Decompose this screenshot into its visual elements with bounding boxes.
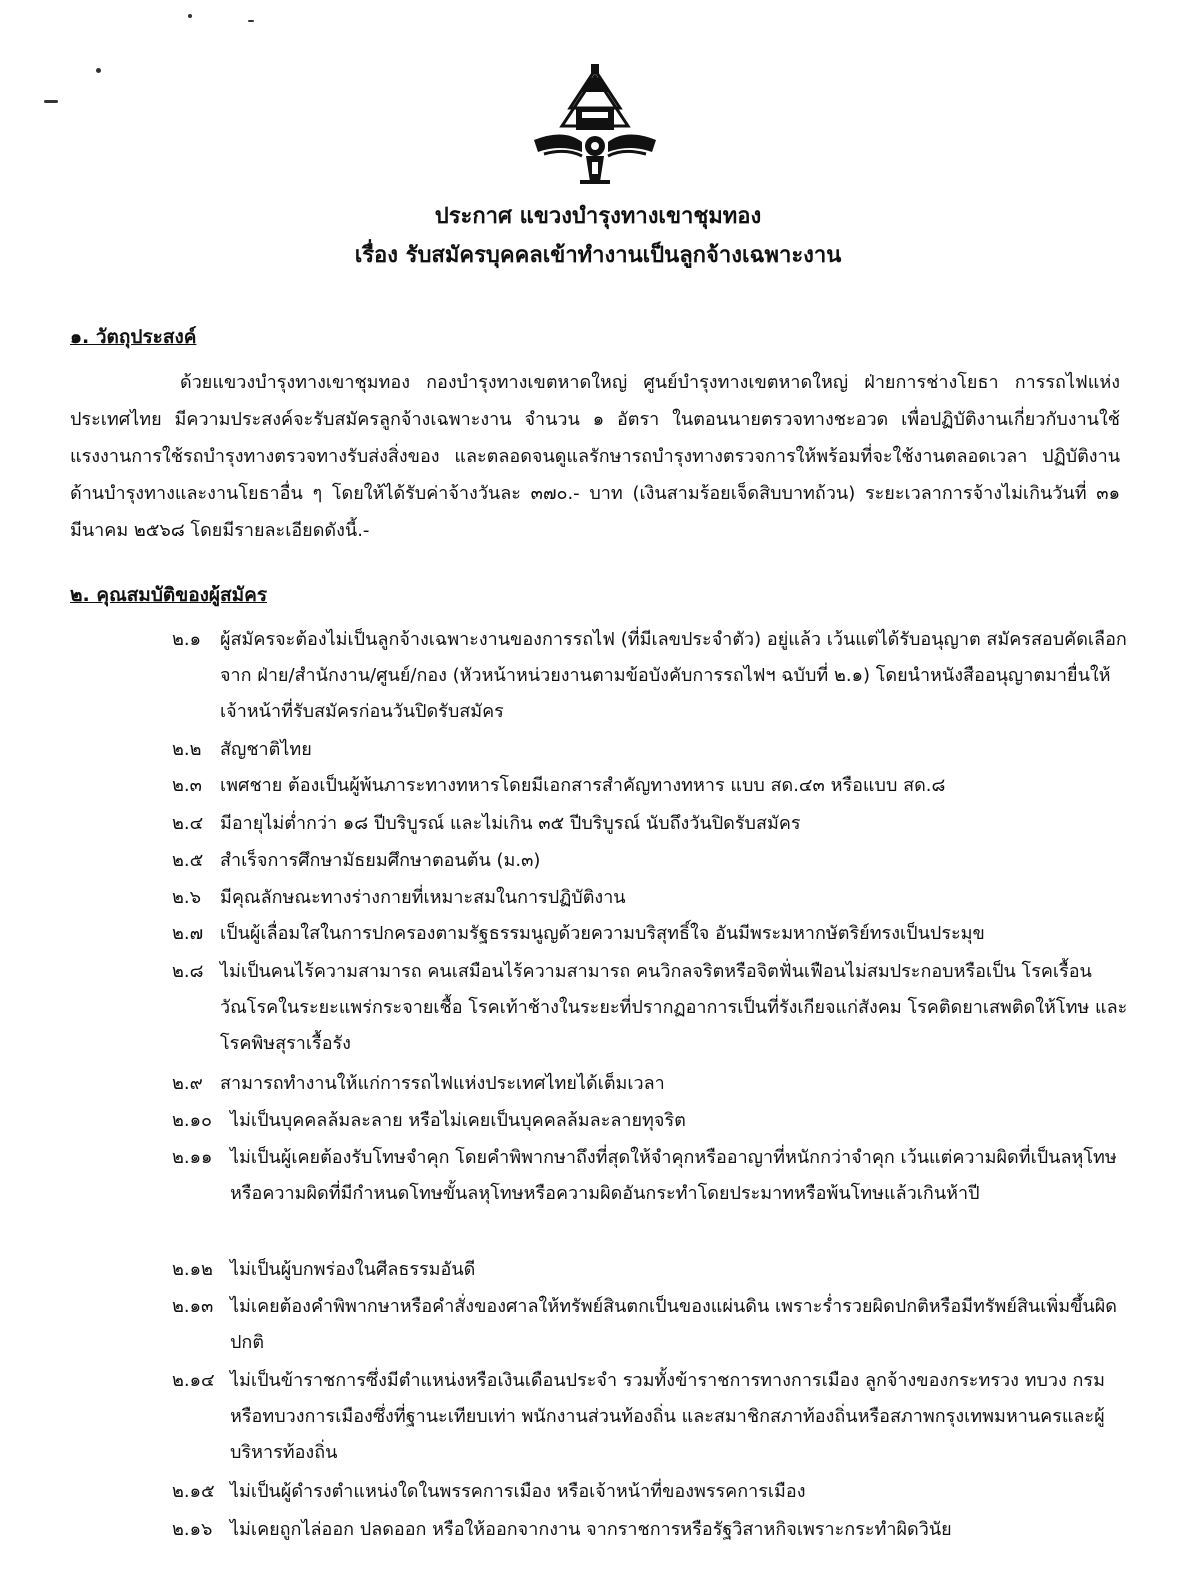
- item-number: ๒.๖: [172, 887, 202, 908]
- item-number: ๒.๕: [172, 850, 204, 871]
- item-text: ไม่เป็นบุคคลล้มละลาย หรือไม่เคยเป็นบุคคลล้มละลายทุจริต: [230, 1110, 686, 1131]
- item-number: ๒.๑๖: [172, 1519, 213, 1540]
- item-number: ๒.๑๕: [172, 1481, 215, 1502]
- list-item: [172, 732, 1132, 768]
- item-text: ไม่เป็นข้าราชการซึ่งมีตำแหน่งหรือเงินเดือนประจำ รวมทั้งข้าราชการทางการเมือง ลูกจ้างของกระทรวง ทบวง กรม หรือทบวงการเมืองซึ่งที่ฐานะเทียบเท่า พนักงานส่วนท้องถิ่น และสมาชิกสภาท้องถิ่นหรือสภาพกรุงเทพมหานครและผู้บริหารท้องถิ่น: [230, 1370, 1105, 1463]
- item-text: เพศชาย ต้องเป็นผู้พ้นภาระทางทหารโดยมีเอกสารสำคัญทางทหาร แบบ สด.๔๓ หรือแบบ สด.๘: [220, 775, 946, 796]
- section-1-body: ด้วยแขวงบำรุงทางเขาชุมทอง กองบำรุงทางเขตหาดใหญ่ ศูนย์บำรุงทางเขตหาดใหญ่ ฝ่ายการช่างโยธา การรถไฟแห่งประเทศไทย มีความประสงค์จะรับสมัครลูกจ้างเฉพาะงาน จำนวน ๑ อัตรา ในตอนนายตรวจทางชะอวด เพื่อปฏิบัติงานเกี่ยวกับงานใช้แรงงานการใช้รถบำรุงทางตรวจทางรับส่งสิ่งของ และตลอดจนดูแลรักษารถบำรุงทางตรวจการให้พร้อมที่จะใช้งานตลอดเวลา ปฏิบัติงานด้านบำรุงทางและงานโยธาอื่น ๆ โดยให้ได้รับค่าจ้างวันละ ๓๗๐.- บาท (เงินสามร้อยเจ็ดสิบบาทถ้วน) ระยะเวลาการจ้างไม่เกินวันที่ ๓๑ มีนาคม ๒๕๖๘ โดยมีรายละเอียดดังนี้.-: [70, 372, 1120, 541]
- scan-speck: [44, 100, 58, 103]
- list-item: [172, 1140, 1132, 1212]
- list-item: [172, 806, 1132, 842]
- item-text: ไม่เคยต้องคำพิพากษาหรือคำสั่งของศาลให้ทรัพย์สินตกเป็นของแผ่นดิน เพราะร่ำรวยผิดปกติหรือมีทรัพย์สินเพิ่มขึ้นผิดปกติ: [230, 1296, 1117, 1353]
- item-number: ๒.๑๒: [172, 1259, 213, 1280]
- item-text: เป็นผู้เลื่อมใสในการปกครองตามรัฐธรรมนูญด้วยความบริสุทธิ์ใจ อันมีพระมหากษัตริย์ทรงเป็นประมุข: [220, 923, 985, 944]
- list-item: [172, 1363, 1132, 1471]
- list-item: [172, 622, 1132, 730]
- item-text: มีอายุไม่ต่ำกว่า ๑๘ ปีบริบูรณ์ และไม่เกิน ๓๕ ปีบริบูรณ์ นับถึงวันปิดรับสมัคร: [220, 813, 801, 834]
- list-item: [172, 954, 1132, 1062]
- item-number: ๒.๑๓: [172, 1296, 214, 1317]
- list-item: [172, 1474, 1132, 1510]
- item-number: ๒.๓: [172, 775, 202, 796]
- item-number: ๒.๑: [172, 629, 202, 650]
- scan-speck: [188, 14, 192, 18]
- section-1-heading: ๑. วัตถุประสงค์: [70, 326, 197, 348]
- list-item: [172, 880, 1132, 916]
- item-number: ๒.๘: [172, 961, 204, 982]
- item-number: ๒.๒: [172, 739, 202, 760]
- item-number: ๒.๑๔: [172, 1370, 215, 1391]
- list-item: [172, 1066, 1132, 1102]
- list-item: [172, 1512, 1132, 1548]
- item-number: ๒.๙: [172, 1073, 203, 1094]
- list-item: [172, 768, 1132, 804]
- item-text: ไม่เป็นผู้ดำรงตำแหน่งใดในพรรคการเมือง หรือเจ้าหน้าที่ของพรรคการเมือง: [230, 1481, 806, 1502]
- item-text: สัญชาติไทย: [220, 739, 312, 760]
- item-text: สามารถทำงานให้แก่การรถไฟแห่งประเทศไทยได้เต็มเวลา: [220, 1073, 665, 1094]
- list-item: [172, 1289, 1132, 1361]
- item-number: ๒.๔: [172, 813, 204, 834]
- item-text: ไม่เป็นคนไร้ความสามารถ คนเสมือนไร้ความสามารถ คนวิกลจริตหรือจิตฟั่นเฟือนไม่สมประกอบหรือเป็น โรคเรื้อน วัณโรคในระยะแพร่กระจายเชื้อ โรคเท้าช้างในระยะที่ปรากฏอาการเป็นที่รังเกียจแก่สังคม โรคติดยาเสพติดให้โทษ และโรคพิษสุราเรื้อรัง: [220, 961, 1128, 1054]
- list-item: [172, 916, 1132, 952]
- page-subject: เรื่อง รับสมัครบุคคลเข้าทำงานเป็นลูกจ้างเฉพาะงาน: [354, 243, 842, 268]
- item-number: ๒.๑๐: [172, 1110, 212, 1131]
- item-number: ๒.๗: [172, 923, 204, 944]
- scan-speck: [96, 68, 101, 73]
- section-1-paragraph: [70, 364, 1120, 549]
- item-text: ไม่เป็นผู้บกพร่องในศีลธรรมอันดี: [230, 1259, 476, 1280]
- section-2-heading: ๒. คุณสมบัติของผู้สมัคร: [70, 584, 268, 606]
- item-number: ๒.๑๑: [172, 1147, 213, 1168]
- list-item: [172, 843, 1132, 879]
- srt-emblem: [520, 62, 670, 190]
- page-title: ประกาศ แขวงบำรุงทางเขาชุมทอง: [434, 204, 762, 229]
- list-item: [172, 1103, 1132, 1139]
- item-text: ไม่เคยถูกไล่ออก ปลดออก หรือให้ออกจากงาน จากราชการหรือรัฐวิสาหกิจเพราะกระทำผิดวินัย: [230, 1519, 952, 1540]
- item-text: ไม่เป็นผู้เคยต้องรับโทษจำคุก โดยคำพิพากษาถึงที่สุดให้จำคุกหรืออาญาที่หนักกว่าจำคุก เว้นแต่ความผิดที่เป็นลหุโทษ หรือความผิดที่มีกำหนดโทษขั้นลหุโทษหรือความผิดอันกระทำโดยประมาทหรือพ้นโทษแล้วเกินห้าปี: [230, 1147, 1117, 1204]
- scan-speck: [248, 20, 254, 22]
- item-text: มีคุณลักษณะทางร่างกายที่เหมาะสมในการปฏิบัติงาน: [220, 887, 626, 908]
- list-item: [172, 1252, 1132, 1288]
- item-text: ผู้สมัครจะต้องไม่เป็นลูกจ้างเฉพาะงานของการรถไฟ (ที่มีเลขประจำตัว) อยู่แล้ว เว้นแต่ได้รับอนุญาต สมัครสอบคัดเลือกจาก ฝ่าย/สำนักงาน/ศูนย์/กอง (หัวหน้าหน่วยงานตามข้อบังคับการรถไฟฯ ฉบับที่ ๒.๑) โดยนำหนังสืออนุญาตมายื่นให้เจ้าหน้าที่รับสมัครก่อนวันปิดรับสมัคร: [220, 629, 1127, 722]
- item-text: สำเร็จการศึกษามัธยมศึกษาตอนต้น (ม.๓): [220, 850, 541, 871]
